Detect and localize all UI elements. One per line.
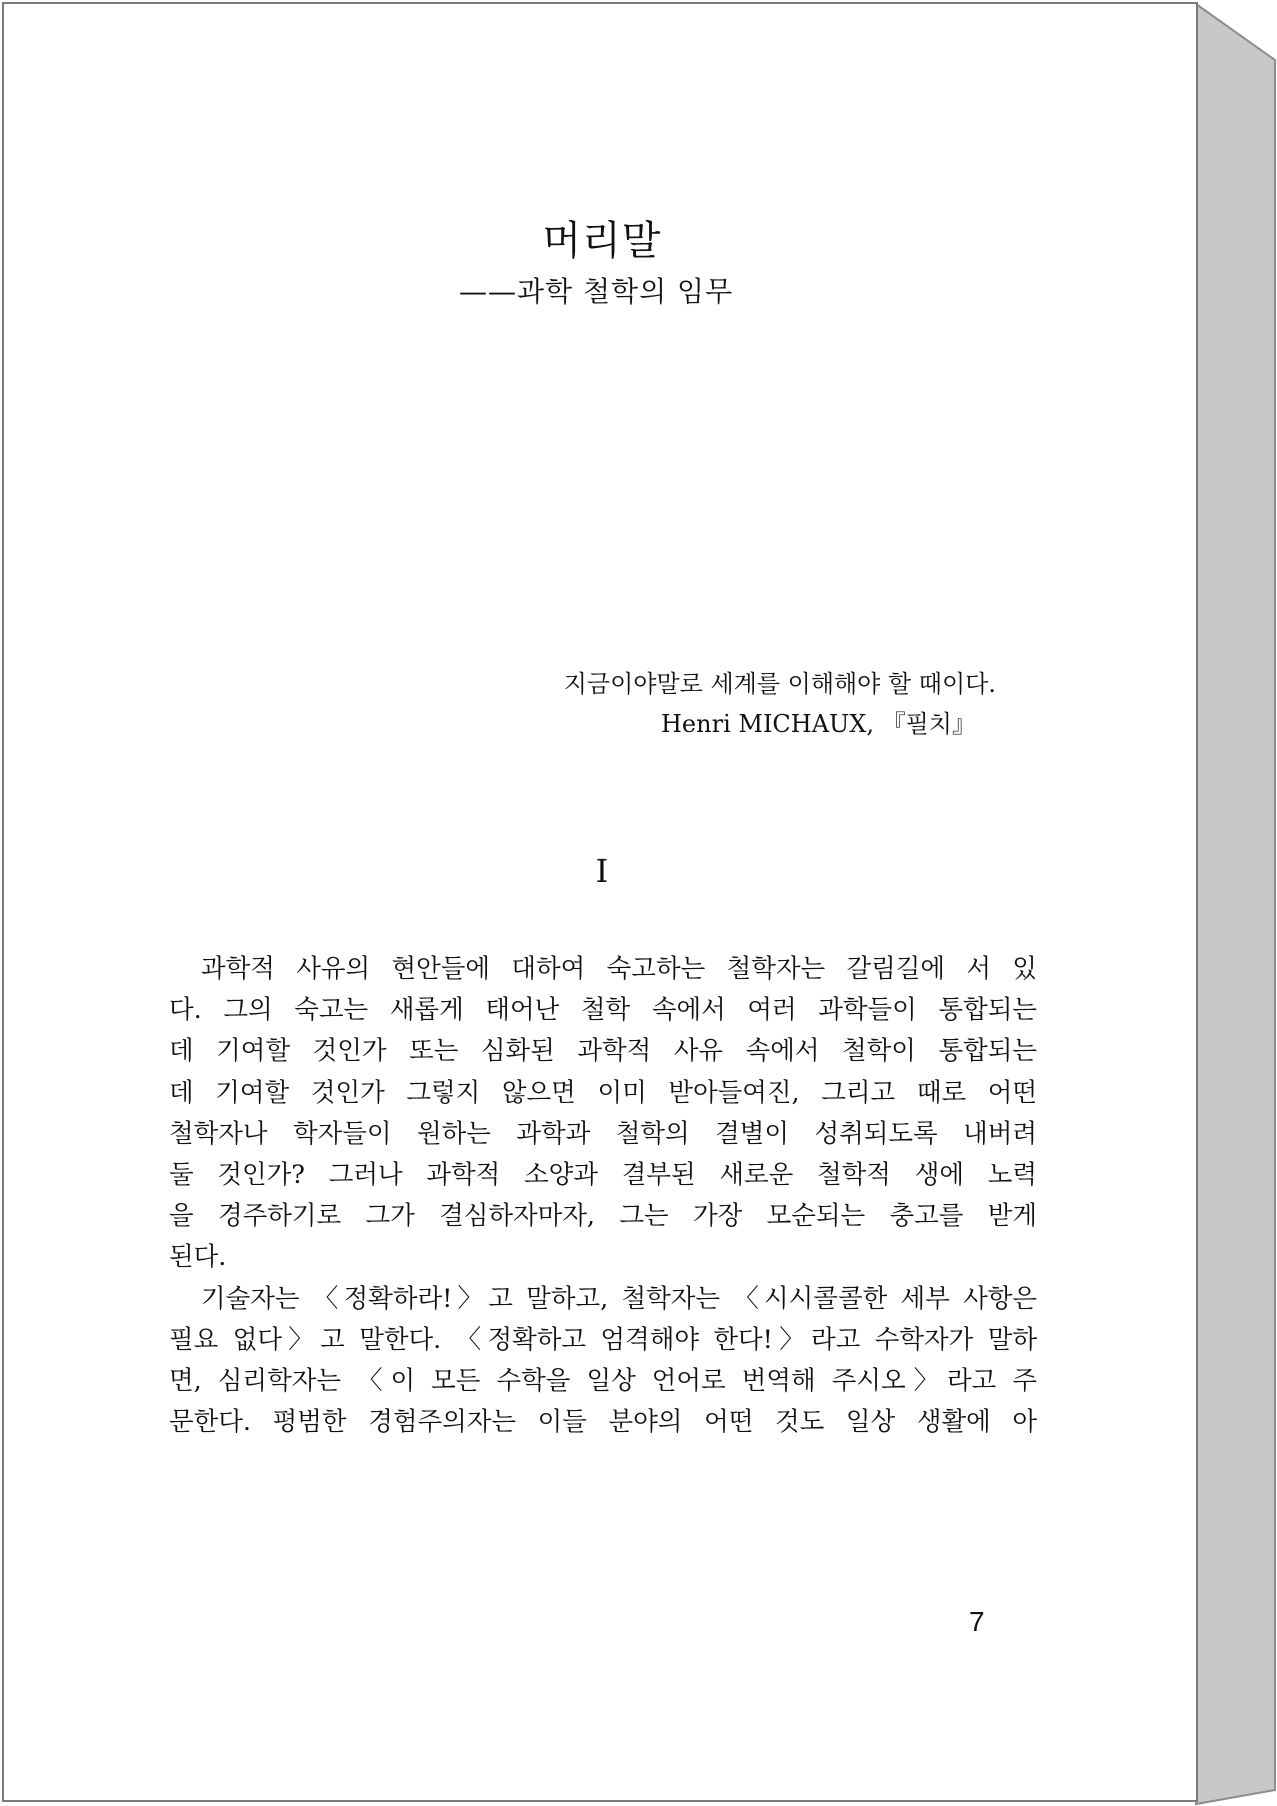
body-line: 다. 그의 숙고는 새롭게 태어난 철학 속에서 여러 과학들이 통합되는 bbox=[169, 995, 1037, 1026]
body-line: 과학적 사유의 현안들에 대하여 숙고하는 철학자는 갈림길에 서 있 bbox=[201, 954, 1037, 984]
body-line: 기술자는 〈정확하라!〉고 말하고, 철학자는 〈시시콜콜한 세부 사항은 bbox=[201, 1283, 1037, 1314]
body-line: 면, 심리학자는 〈이 모든 수학을 일상 언어로 번역해 주시오〉라고 주 bbox=[169, 1365, 1037, 1396]
body-line: 필요 없다〉고 말한다. 〈정확하고 엄격해야 한다!〉라고 수학자가 말하 bbox=[169, 1324, 1037, 1355]
body-line: 철학자나 학자들이 원하는 과학과 철학의 결별이 성취되도록 내버려 bbox=[169, 1118, 1037, 1149]
body-text bbox=[169, 949, 1037, 1443]
body-line: 둘 것인가? 그러나 과학적 소양과 결부된 새로운 철학적 생에 노력 bbox=[169, 1159, 1037, 1190]
body-line: 데 기여할 것인가 그렇지 않으면 이미 받아들여진, 그리고 때로 어떤 bbox=[169, 1077, 1037, 1108]
body-line: 을 경주하기로 그가 결심하자마자, 그는 가장 모순되는 충고를 받게 bbox=[169, 1201, 1037, 1232]
body-line: 데 기여할 것인가 또는 심화된 과학적 사유 속에서 철학이 통합되는 bbox=[169, 1036, 1037, 1067]
book-page bbox=[2, 2, 1198, 1802]
page-title: 머리말 bbox=[542, 218, 662, 264]
epigraph-quote: 지금이야말로 세계를 이해해야 할 때이다. bbox=[563, 670, 996, 698]
epigraph-attribution: Henri MICHAUX, 『필치』 bbox=[661, 710, 976, 738]
page-number: 7 bbox=[969, 1606, 985, 1637]
epigraph bbox=[564, 664, 996, 744]
body-line: 된다. bbox=[169, 1242, 227, 1273]
section-number: I bbox=[595, 852, 609, 890]
page-subtitle: ——과학 철학의 임무 bbox=[459, 275, 734, 308]
body-line: 문한다. 평범한 경험주의자는 이들 분야의 어떤 것도 일상 생활에 아 bbox=[169, 1407, 1037, 1438]
